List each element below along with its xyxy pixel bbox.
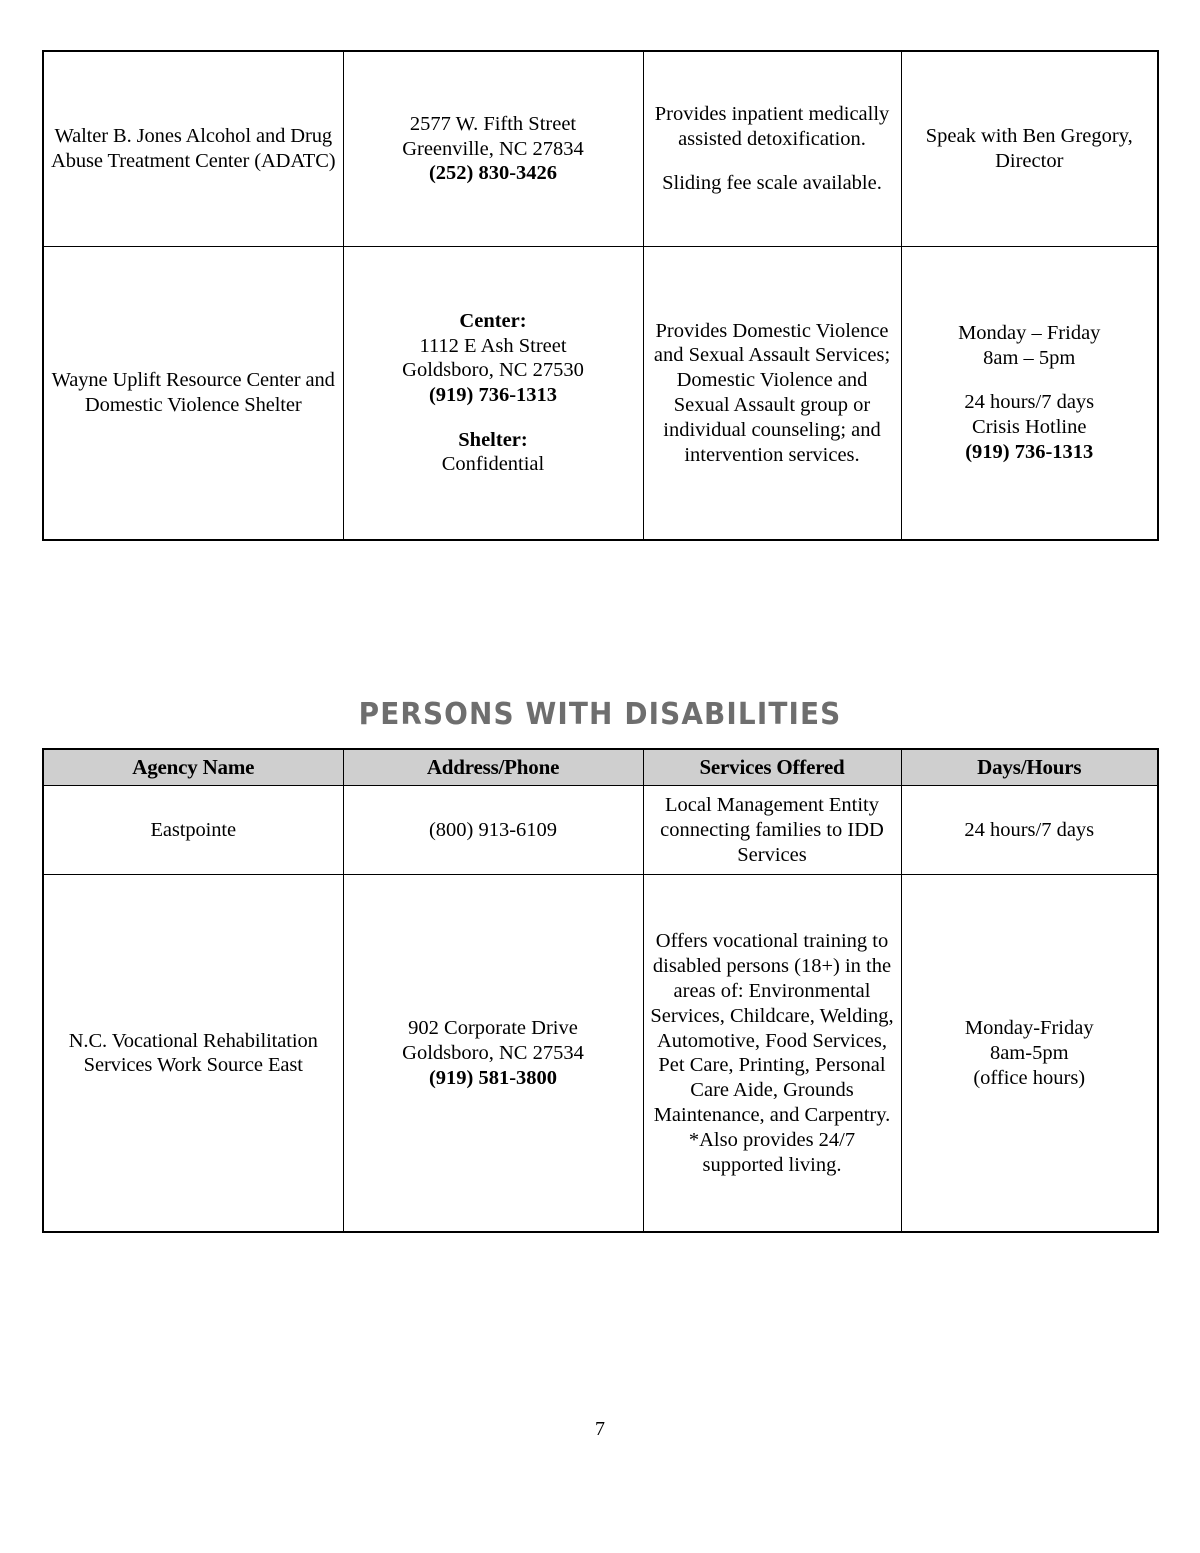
- hotline-label: Crisis Hotline: [972, 416, 1087, 439]
- cell-days-hours: [901, 247, 1158, 541]
- table-header-row: [43, 749, 1158, 786]
- paragraph-spacer: [650, 152, 895, 171]
- section-heading: PERSONS WITH DISABILITIES: [358, 697, 842, 732]
- cell-days-hours: 24 hours/7 days: [901, 786, 1158, 875]
- services-text-note: *Also provides 24/7 supported living.: [688, 1128, 856, 1176]
- cell-agency-name: Wayne Uplift Resource Center and Domestic Violence Shelter: [43, 247, 343, 541]
- cell-address-phone: [343, 247, 643, 541]
- cell-days-hours: Speak with Ben Gregory, Director: [901, 51, 1158, 247]
- cell-services-offered: [643, 875, 901, 1233]
- services-text-primary: Offers vocational training to disabled persons (18+) in the areas of: Environmental Services, Childcare, Welding, Automotive, Food Services, Pet Care, Printing, Personal Care Aide, Grounds Maintenance, and Carpentry.: [650, 930, 894, 1126]
- services-text-secondary: Sliding fee scale available.: [662, 172, 882, 195]
- table-row: [43, 875, 1158, 1233]
- resource-table-persons-with-disabilities: [42, 748, 1159, 1233]
- cell-agency-name: Walter B. Jones Alcohol and Drug Abuse Treatment Center (ADATC): [43, 51, 343, 247]
- cell-services-offered: Provides Domestic Violence and Sexual Assault Services; Domestic Violence and Sexual Assault group or individual counseling; and intervention services.: [643, 247, 901, 541]
- address-line-2: Greenville, NC 27834: [402, 137, 584, 160]
- hours-line-3: 24 hours/7 days: [964, 391, 1095, 414]
- hours-line-1: Monday – Friday: [958, 322, 1101, 345]
- hours-line-2: 8am – 5pm: [983, 347, 1076, 370]
- cell-services-offered: Local Management Entity connecting families to IDD Services: [643, 786, 901, 875]
- resource-table-continued: [42, 50, 1159, 541]
- cell-address-phone: [343, 875, 643, 1233]
- column-header-address-phone: Address/Phone: [343, 749, 643, 786]
- hours-line-3: (office hours): [973, 1066, 1086, 1089]
- cell-days-hours: [901, 875, 1158, 1233]
- table-row: [43, 247, 1158, 541]
- phone-number: (252) 830-3426: [428, 162, 558, 185]
- paragraph-spacer: [908, 371, 1152, 390]
- page-number: 7: [595, 1418, 605, 1440]
- hours-line-1: Monday-Friday: [964, 1017, 1094, 1040]
- cell-services-offered: [643, 51, 901, 247]
- phone-number: (919) 736-1313: [428, 384, 558, 407]
- table-row: [43, 786, 1158, 875]
- column-header-agency-name: Agency Name: [43, 749, 343, 786]
- address-line-1: 1112 E Ash Street: [419, 334, 567, 357]
- address-shelter-value: Confidential: [441, 453, 545, 476]
- address-line-1: 2577 W. Fifth Street: [409, 112, 577, 135]
- cell-address-phone: [343, 51, 643, 247]
- column-header-days-hours: Days/Hours: [901, 749, 1158, 786]
- table-row: [43, 51, 1158, 247]
- paragraph-spacer: [350, 408, 637, 427]
- address-line-2: Goldsboro, NC 27534: [402, 1042, 584, 1064]
- cell-agency-name: Eastpointe: [43, 786, 343, 875]
- services-text-primary: Provides inpatient medically assisted detoxification.: [654, 103, 890, 150]
- cell-agency-name: N.C. Vocational Rehabilitation Services Work Source East: [43, 875, 343, 1233]
- phone-number: (919) 581-3800: [428, 1066, 558, 1089]
- cell-address-phone: (800) 913-6109: [343, 786, 643, 875]
- address-center-label: Center:: [459, 309, 527, 332]
- address-line-1: 902 Corporate Drive: [408, 1017, 578, 1040]
- hours-line-2: 8am-5pm: [989, 1042, 1069, 1064]
- hotline-phone-number: (919) 736-1313: [965, 440, 1094, 463]
- column-header-services-offered: Services Offered: [643, 749, 901, 786]
- address-shelter-label: Shelter:: [458, 428, 528, 451]
- address-line-2: Goldsboro, NC 27530: [402, 359, 584, 382]
